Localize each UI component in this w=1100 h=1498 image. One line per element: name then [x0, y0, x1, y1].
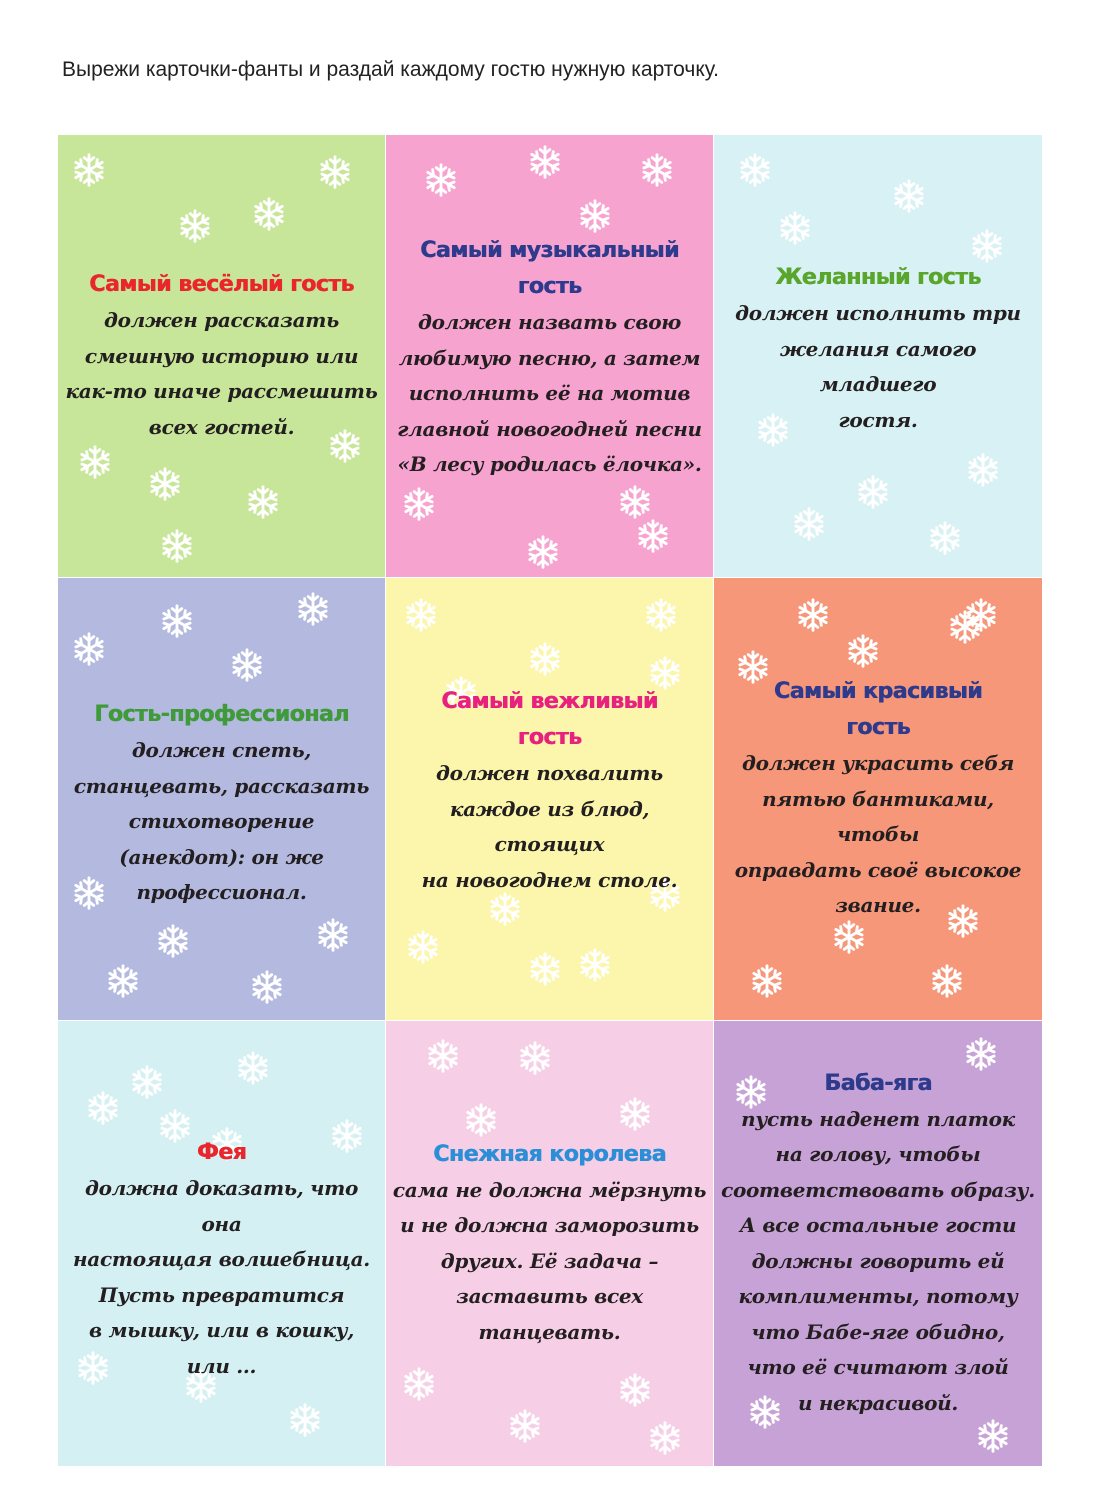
- snowflake-icon: [616, 1095, 654, 1133]
- snowflake-icon: [128, 1063, 166, 1101]
- snowflake-icon: [962, 596, 1000, 634]
- card-title: Самый весёлый гость: [89, 272, 354, 297]
- snowflake-icon: [974, 1417, 1012, 1455]
- snowflake-icon: [462, 1101, 500, 1139]
- snowflake-icon: [400, 485, 438, 523]
- snowflake-icon: [146, 465, 184, 503]
- snowflake-icon: [234, 1049, 272, 1087]
- snowflake-icon: [616, 483, 654, 521]
- snowflake-icon: [642, 596, 680, 634]
- snowflake-icon: [286, 1401, 324, 1439]
- snowflake-icon: [76, 443, 114, 481]
- snowflake-icon: [776, 209, 814, 247]
- card-body: сама не должна мёрзнуть и не должна заморозить других. Её задача – заставить всех танцевать.: [392, 1177, 707, 1344]
- card-title: Самый красивый гость: [773, 679, 983, 741]
- snowflake-icon: [314, 916, 352, 954]
- snowflake-icon: [736, 151, 774, 189]
- card-title: Баба-яга: [824, 1070, 932, 1096]
- snowflake-icon: [524, 533, 562, 571]
- card-merriest-guest: [58, 135, 385, 577]
- snowflake-icon: [634, 517, 672, 555]
- card-title: Самый вежливый гость: [441, 689, 658, 750]
- card-most-polite-guest: [386, 578, 713, 1020]
- card-body: должна доказать, что она настоящая волшебница. Пусть превратится в мышку, или в кошку, или ...: [73, 1176, 370, 1378]
- snowflake-icon: [294, 590, 332, 628]
- forfeit-cards-grid: [58, 135, 1042, 1466]
- snowflake-icon: [228, 646, 266, 684]
- snowflake-icon: [506, 1407, 544, 1445]
- card-snow-queen: [386, 1021, 713, 1466]
- card-body: должен украсить себя пятью бантиками, чтобы оправдать своё высокое звание.: [734, 751, 1022, 918]
- snowflake-icon: [526, 143, 564, 181]
- card-body: должен похвалить каждое из блюд, стоящих на новогоднем столе.: [421, 761, 678, 892]
- snowflake-icon: [926, 519, 964, 557]
- snowflake-icon: [526, 640, 564, 678]
- card-title: Гость-профессионал: [94, 702, 349, 728]
- snowflake-icon: [854, 473, 892, 511]
- snowflake-icon: [964, 451, 1002, 489]
- snowflake-icon: [250, 195, 288, 233]
- snowflake-icon: [794, 596, 832, 634]
- snowflake-icon: [424, 1037, 462, 1075]
- card-body: должен назвать свою любимую песню, а затем исполнить её на мотив главной новогодней песни «В лесу родилась ёлочка».: [397, 310, 702, 477]
- snowflake-icon: [154, 922, 192, 960]
- card-fairy: [58, 1021, 385, 1466]
- snowflake-icon: [104, 962, 142, 1000]
- snowflake-icon: [316, 153, 354, 191]
- snowflake-icon: [402, 596, 440, 634]
- card-body: пусть наденет платок на голову, чтобы соответствовать образу. А все остальные гости должны говорить ей комплименты, потому что Бабе-яге обидно, что её считают злой и некрасивой.: [721, 1106, 1035, 1415]
- card-title: Снежная королева: [433, 1141, 666, 1167]
- snowflake-icon: [616, 1371, 654, 1409]
- card-title: Фея: [196, 1140, 247, 1165]
- snowflake-icon: [422, 161, 460, 199]
- card-desired-guest: [714, 135, 1042, 577]
- snowflake-icon: [576, 946, 614, 984]
- snowflake-icon: [400, 1365, 438, 1403]
- snowflake-icon: [70, 151, 108, 189]
- snowflake-icon: [244, 483, 282, 521]
- card-body: должен исполнить три желания самого младшего гостя.: [735, 301, 1021, 432]
- instruction-text: Вырежи карточки-фанты и раздай каждому гостю нужную карточку.: [62, 58, 719, 81]
- snowflake-icon: [790, 505, 828, 543]
- snowflake-icon: [928, 962, 966, 1000]
- card-professional-guest: [58, 578, 385, 1020]
- card-most-musical-guest: [386, 135, 713, 577]
- card-body: должен рассказать смешную историю или как-то иначе рассмешить всех гостей.: [65, 308, 378, 439]
- snowflake-icon: [158, 527, 196, 565]
- snowflake-icon: [70, 630, 108, 668]
- card-title: Желанный гость: [775, 265, 981, 290]
- snowflake-icon: [516, 1039, 554, 1077]
- snowflake-icon: [646, 1419, 684, 1457]
- snowflake-icon: [404, 928, 442, 966]
- snowflake-icon: [638, 151, 676, 189]
- snowflake-icon: [844, 632, 882, 670]
- card-baba-yaga: [714, 1021, 1042, 1466]
- snowflake-icon: [890, 177, 928, 215]
- card-body: должен спеть, станцевать, рассказать стихотворение (анекдот): он же профессионал.: [73, 738, 370, 905]
- snowflake-icon: [248, 968, 286, 1006]
- snowflake-icon: [526, 950, 564, 988]
- card-title: Самый музыкальный гость: [420, 238, 679, 300]
- card-most-beautiful-guest: [714, 578, 1042, 1020]
- snowflake-icon: [158, 602, 196, 640]
- snowflake-icon: [176, 207, 214, 245]
- snowflake-icon: [748, 962, 786, 1000]
